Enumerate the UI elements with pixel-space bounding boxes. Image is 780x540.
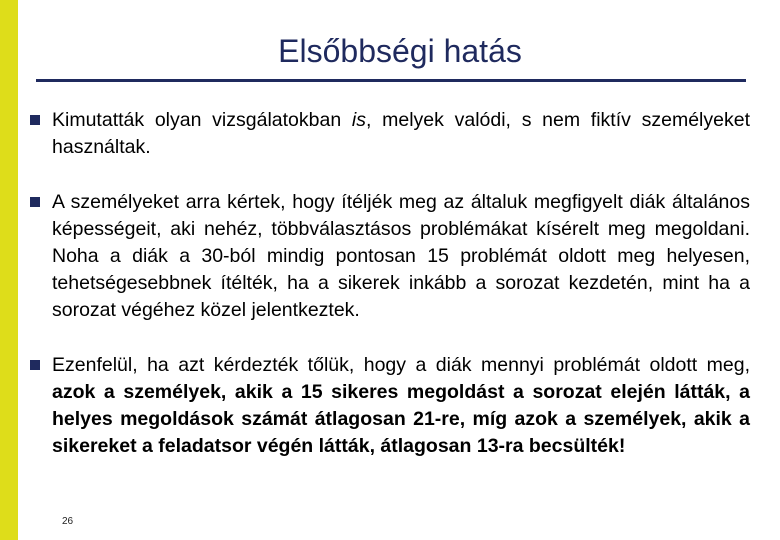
bullet-list bbox=[30, 107, 750, 488]
left-accent-bar bbox=[0, 0, 18, 540]
bullet-text-0-0: Kimutatták olyan vizsgálatokban bbox=[52, 109, 352, 131]
square-bullet-icon bbox=[30, 197, 40, 207]
square-bullet-icon bbox=[30, 115, 40, 125]
page-number: 26 bbox=[62, 516, 74, 527]
bullet-item bbox=[30, 189, 750, 324]
bullet-item bbox=[30, 352, 750, 460]
square-bullet-icon bbox=[30, 360, 40, 370]
bullet-text-2-1: azok a személyek, akik a 15 sikeres megoldást a sorozat elején látták, a helyes megoldások számát átlagosan 21-re, míg azok a személyek, akik a sikereket a feladatsor végén látták, átlagosan 13-ra becsülték! bbox=[52, 381, 750, 457]
slide-title: Elsőbbségi hatás bbox=[278, 33, 522, 69]
bullet-text-0-1: is bbox=[351, 109, 366, 131]
bullet-text-2-0: Ezenfelül, ha azt kérdezték tőlük, hogy a diák mennyi problémát oldott meg, bbox=[52, 354, 750, 376]
bullet-text-0-2: , melyek valódi, s nem fiktív személyeket használtak. bbox=[52, 109, 750, 158]
bullet-item bbox=[30, 107, 750, 161]
title-divider bbox=[36, 79, 746, 82]
bullet-text-1-0: A személyeket arra kértek, hogy ítéljék meg az általuk megfigyelt diák általános képességeit, aki nehéz, többválasztásos problémákat kísérelt meg megoldani. Noha a diák a 30-ból mindig pontosan 15 problémát oldott meg helyesen, tehetségesebbnek ítélték, ha a sikerek inkább a sorozat kezdetén, mint ha a sorozat végéhez közel jelentkeztek. bbox=[52, 191, 750, 321]
